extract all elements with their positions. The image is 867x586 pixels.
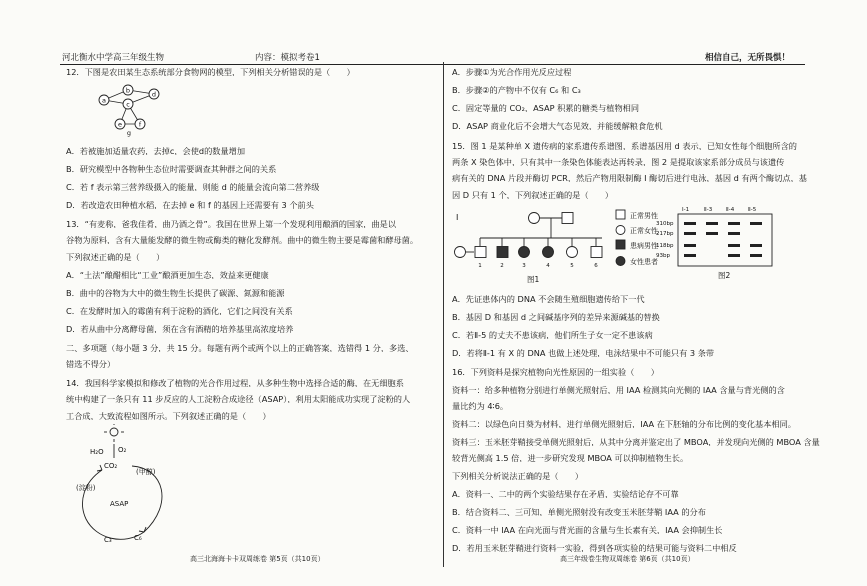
cycle-co2: CO₂ — [104, 462, 118, 470]
web-label-d: d — [151, 90, 157, 99]
q15-option-b: B．基因 D 和基因 d 之间碱基序列的差异来源碱基的替换 — [452, 313, 660, 322]
q12-option-c: C．若 f 表示第三营养级摄入的能量，则能 d 的能量会流向第二营养级 — [66, 183, 320, 192]
legend-normal-female-icon — [616, 226, 625, 235]
legend-affected-male-icon — [616, 240, 625, 249]
pedigree-II-3 — [497, 247, 508, 258]
question-16-prompt: 下列相关分析说法正确的是（ ） — [452, 472, 584, 481]
web-label-b: b — [125, 86, 131, 95]
q13-option-b: B．曲中的谷物为大中的微生物生长提供了碳源、氮源和能源 — [66, 289, 285, 298]
question-13-line3: 下列叙述正确的是（ ） — [66, 253, 165, 262]
q16-option-c: C．资料一中 IAA 在向光面与背光面的含量与生长素有关，IAA 会抑制生长 — [452, 526, 723, 535]
svg-text:6: 6 — [594, 263, 598, 269]
pedigree-I-1 — [529, 213, 540, 224]
pedigree-II-6 — [567, 247, 578, 258]
question-15-line3: 病有关的 DNA 片段并酶切 PCR，然后产物用限制酶 I 酶切后进行电泳，基因 d 有两个酶切点，基 — [452, 174, 807, 183]
asap-cycle-diagram — [74, 424, 194, 549]
gel-lane-4: Ⅱ-5 — [748, 207, 757, 213]
right-footer: 高三年级卷生物双周练卷 第6页（共10页） — [560, 555, 695, 563]
pedigree-I-2 — [562, 213, 573, 224]
cycle-h2o: H₂O — [90, 448, 104, 456]
q16-option-a: A．资料一、二中的两个实验结果存在矛盾，实验结论存不可靠 — [452, 490, 679, 499]
section-2-title-cont: 错选不得分） — [66, 360, 116, 369]
q12-option-a: A．若被施加适量农药，去掉c，会使d的数量增加 — [66, 147, 246, 156]
material-3-line1: 资料三：玉米胚芽鞘接受单侧光照射后，从其中分离并鉴定出了 MBOA，并发现向光侧的 MBOA 含量 — [452, 438, 820, 447]
cycle-asap: ASAP — [110, 500, 129, 508]
q12-option-d: D．若改造农田种植水稻，在去掉 e 和 f 的基因上还需要有 3 个前头 — [66, 201, 314, 210]
column-divider — [443, 62, 444, 567]
gel-frame — [678, 214, 772, 266]
gel-lane-3: Ⅱ-4 — [726, 207, 735, 213]
q16-option-b: B．结合资料二、三可知，单侧光照射没有改变玉米胚芽鞘 IAA 的分布 — [452, 508, 706, 517]
q15-option-d: D．若将Ⅱ-1 有 X 的 DNA 也做上述处理，电泳结果中不可能只有 3 条带 — [452, 349, 715, 358]
header-school: 河北衡水中学高三年级生物 — [62, 53, 165, 63]
material-1-line1: 资料一：给多种植物分别进行单侧光照射后，用 IAA 检测其向光侧的 IAA 含量与背光侧的含 — [452, 386, 785, 395]
q14-option-a: A．步骤①为光合作用光反应过程 — [452, 68, 572, 77]
svg-text:2: 2 — [500, 263, 504, 269]
question-15-line1: 15．图 1 是某种单 X 遗传病的家系遗传系谱图，系谱基因用 d 表示，已知女性每个细胞所含的 — [452, 142, 797, 151]
web-label-c: c — [126, 100, 130, 109]
material-2: 资料二：以绿色向日葵为材料，进行单侧光照射后，IAA 在下胚轴的分布比例的变化基本相同。 — [452, 420, 796, 429]
figure-1-caption: 图1 — [527, 275, 540, 284]
generation-1-label: Ⅰ — [456, 213, 459, 222]
web-label-a: a — [102, 96, 106, 105]
legend-affected-female-icon — [616, 257, 625, 266]
web-label-e: e — [118, 120, 122, 129]
q12-option-b: B．研究模型中各物种生态位时需要调查其种群之间的关系 — [66, 165, 277, 174]
pedigree-II-7 — [591, 247, 602, 258]
pedigree-II-1 — [455, 247, 466, 258]
gel-bp-118: 118bp — [656, 243, 674, 249]
legend-normal-male: 正常男性 — [630, 212, 658, 220]
page-header — [60, 50, 805, 65]
header-motto: 相信自己，无所畏惧！ — [705, 53, 791, 63]
legend-affected-male: 患病男性 — [630, 242, 658, 250]
q16-option-d: D．若用玉米胚芽鞘进行资料一实验，得到各项实验的结果可能与资料二中相反 — [452, 544, 737, 553]
question-13-line2: 谷物为原料，含有大量能发酵的微生物或酶类的糖化发酵剂。曲中的微生物主要是霉菌和酵母菌。 — [66, 236, 419, 245]
web-label-g: g — [126, 129, 132, 137]
left-footer: 高三北海海卡卡双周练卷 第5页（共10页） — [190, 555, 325, 563]
svg-text:4: 4 — [546, 263, 550, 269]
figure-2-caption: 图2 — [718, 271, 731, 280]
cycle-o2: O₂ — [118, 446, 127, 454]
legend-affected-female: 女性患者 — [630, 258, 658, 266]
web-label-f: f — [138, 120, 142, 129]
gel-bp-310: 310bp — [656, 221, 674, 227]
q13-option-a: A．“土法”酿醋相比“工业”酿酒更加生态，效益来更健康 — [66, 271, 269, 280]
question-15-line2: 两条 X 染色体中，只有其中一条染色体能表达再转录，图 2 是提取该家系部分成员与该遗传 — [452, 158, 785, 167]
legend-normal-female: 正常女性 — [630, 227, 658, 235]
legend-normal-male-icon — [616, 210, 625, 219]
svg-text:3: 3 — [522, 263, 526, 269]
pedigree-II-5 — [543, 247, 554, 258]
cycle-starch: (淀粉) — [76, 484, 96, 492]
question-12: 12．下图是农田某生态系统部分食物网的模型，下列相关分析错误的是（ ） — [66, 68, 355, 77]
svg-text:5: 5 — [570, 263, 574, 269]
gel-bp-93: 93bp — [656, 253, 670, 259]
q14-option-c: C．固定等量的 CO₂，ASAP 积累的糖类与植物相同 — [452, 104, 640, 113]
cycle-c3: C₃ — [104, 536, 112, 544]
pedigree-and-gel-figure — [452, 204, 812, 294]
question-14-line2: 统中构建了一条只有 11 步反应的人工淀粉合成途径（ASAP），利用太阳能成功实现了淀粉的人 — [66, 395, 411, 404]
gel-bands — [684, 222, 762, 257]
section-2-title: 二、多项题（每小题 3 分，共 15 分。每题有两个或两个以上的正确答案，选错得 1 分，多选、 — [66, 344, 414, 353]
svg-text:1: 1 — [478, 263, 482, 269]
header-content: 内容：模拟考卷1 — [255, 53, 320, 63]
question-14-line1: 14．我国科学家模拟和修改了植物的光合作用过程，从多种生物中选择合适的酶，在无细胞系 — [66, 379, 404, 388]
q14-option-d: D．ASAP 商业化后不会增大气态见效，并能缓解粮食危机 — [452, 122, 663, 131]
cycle-c6: C₆ — [134, 534, 142, 542]
question-16: 16．下列资料是探究植物向光性原因的一组实验（ ） — [452, 368, 659, 377]
gel-lane-2: Ⅱ-3 — [704, 207, 713, 213]
pedigree-II-2 — [475, 247, 486, 258]
cycle-methanol: (甲醇) — [136, 468, 156, 476]
question-14-line3: 工合成，大致流程如图所示。下列叙述正确的是（ ） — [66, 412, 271, 421]
q13-option-c: C．在发酵时加入的霉菌有利于淀粉的酒化，它们之间没有关系 — [66, 307, 293, 316]
q13-option-d: D．若从曲中分离酵母菌，须在含有酒精的培养基里高浓度培养 — [66, 325, 294, 334]
q14-option-b: B．步骤②的产物中不仅有 C₆ 和 C₃ — [452, 86, 581, 95]
material-3-line2: 较背光侧高 1.5 倍，进一步研究发现 MBOA 可以抑制植物生长。 — [452, 454, 689, 463]
food-web-diagram — [84, 82, 172, 138]
question-15-line4: 因 D 只有 1 个，下列叙述正确的是（ ） — [452, 191, 614, 200]
q15-option-a: A．先证患体内的 DNA 不会随生殖细胞遗传给下一代 — [452, 295, 645, 304]
sun-icon — [110, 428, 118, 436]
gel-bp-217: 217bp — [656, 231, 674, 237]
material-1-line2: 量比约为 4∶6。 — [452, 402, 509, 411]
question-13-line1: 13．“有麦称，爸我佳肴，曲乃酒之骨”。我国在世界上第一个发现利用酿酒的国家，曲是以 — [66, 220, 397, 229]
q15-option-c: C．若Ⅱ-5 的丈夫不患该病，他们所生子女一定不患该病 — [452, 331, 653, 340]
gel-lane-1: Ⅰ-1 — [682, 207, 690, 213]
pedigree-II-4 — [519, 247, 530, 258]
